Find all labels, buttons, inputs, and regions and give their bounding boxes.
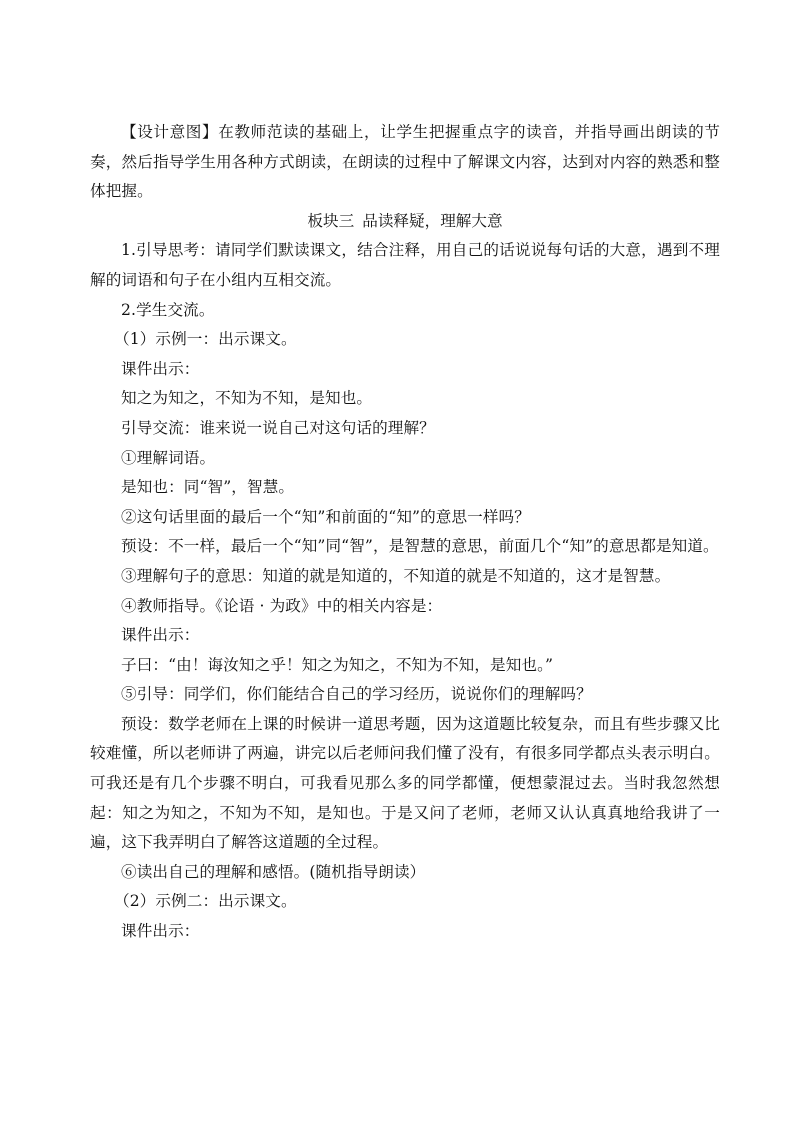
paragraph-step-6: ⑥读出自己的理解和感悟。(随机指导朗读） <box>121 862 426 881</box>
paragraph-courseware-show: 课件出示： <box>121 359 200 378</box>
section-heading <box>90 207 720 237</box>
paragraph-quote: 知之为知之，不知为不知，是知也。 <box>121 389 373 408</box>
paragraph-step-2: ②这句话里面的最后一个“知”和前面的“知”的意思一样吗？ <box>121 507 530 526</box>
paragraph-step-4: ④教师指导。《论语 · 为政》中的相关内容是： <box>121 596 443 615</box>
paragraph-preset-2: 预设：数学老师在上课的时候讲一道思考题，因为这道题比较复杂，而且有些步骤又比较难懂，所以老师讲了两遍，讲完以后老师问我们懂了没有，有很多同学都点头表示明白。可我还是有几个步骤不明白，可我看见那么多的同学都懂，便想蒙混过去。当时我忽然想起：知之为知之，不知为不知，是知也。于是又问了老师，老师又认认真真地给我讲了一遍，这下我弄明白了解答这道题的全过程。 <box>90 714 720 852</box>
paragraph-courseware-show-2: 课件出示： <box>121 626 200 645</box>
paragraph-step-3: ③理解句子的意思：知道的就是知道的，不知道的就是不知道的，这才是智慧。 <box>121 566 671 585</box>
paragraph-preset-1: 预设：不一样，最后一个“知”同“智”，是智慧的意思，前面几个“知”的意思都是知道。 <box>121 537 719 556</box>
paragraph-courseware-show-3: 课件出示： <box>121 922 200 941</box>
paragraph-guide-thinking: 1.引导思考：请同学们默读课文，结合注释，用自己的话说说每句话的大意，遇到不理解的词语和句子在小组内互相交流。 <box>90 241 720 289</box>
section-block-label: 板块三 <box>307 211 355 230</box>
paragraph-confucius-quote: 子曰：“由！诲汝知之乎！知之为知之，不知为不知，是知也。” <box>121 655 554 674</box>
design-intent-paragraph: 【设计意图】在教师范读的基础上，让学生把握重点字的读音，并指导画出朗读的节奏，然后指导学生用各种方式朗读，在朗读的过程中了解课文内容，达到对内容的熟悉和整体把握。 <box>90 123 720 201</box>
paragraph-example-one: （1）示例一：出示课文。 <box>114 330 297 349</box>
paragraph-step-1: ①理解词语。 <box>121 448 216 467</box>
paragraph-step-5: ⑤引导：同学们，你们能结合自己的学习经历，说说你们的理解吗？ <box>121 685 592 704</box>
document-body <box>90 118 720 947</box>
section-topic: 品读释疑，理解大意 <box>362 211 503 230</box>
paragraph-word-meaning: 是知也：同“智”，智慧。 <box>121 478 295 497</box>
paragraph-student-exchange: 2.学生交流。 <box>121 300 215 319</box>
paragraph-example-two: （2）示例二：出示课文。 <box>114 892 297 911</box>
paragraph-guide-exchange: 引导交流：谁来说一说自己对这句话的理解？ <box>121 418 435 437</box>
